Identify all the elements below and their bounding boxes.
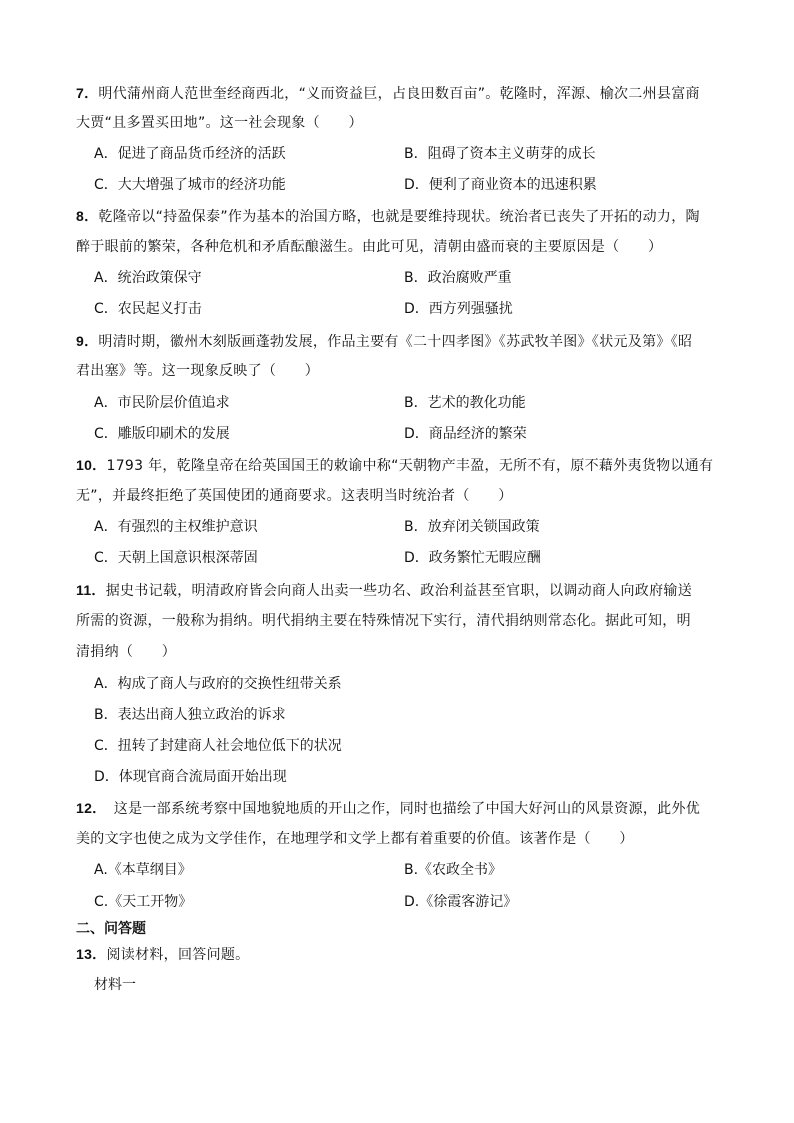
- question-text: 明代蒲州商人范世奎经商西北，“义而资益巨，占良田数百亩”。乾隆时，浑源、榆次二州县富商: [98, 86, 700, 102]
- question-8-option-a[interactable]: A．统治政策保守: [94, 270, 202, 286]
- question-text: 这是一部系统考察中国地貌地质的开山之作，同时也描绘了中国大好河山的风景资源，此外优: [99, 801, 701, 817]
- question-8-line-1: [76, 207, 726, 226]
- question-11-option-c[interactable]: C．扭转了封建商人社会地位低下的状况: [94, 738, 342, 754]
- question-7-line-2: 大贾“且多置买田地”。这一社会现象（ ）: [76, 115, 363, 131]
- question-8-line-2: 醉于眼前的繁荣，各种危机和矛盾酝酿滋生。由此可见，清朝由盛而衰的主要原因是（ ）: [76, 239, 663, 255]
- question-8-option-c[interactable]: C．农民起义打击: [94, 301, 202, 317]
- question-number: 7．: [76, 85, 99, 101]
- question-text: 阅读材料，回答问题。: [106, 947, 250, 963]
- question-13-line-1: [76, 945, 726, 964]
- question-12-option-a[interactable]: A.《本草纲目》: [94, 862, 192, 878]
- question-10-line-2: 无”，并最终拒绝了英国使团的通商要求。这表明当时统治者（ ）: [76, 488, 513, 504]
- question-8-option-d[interactable]: D．西方列强骚扰: [404, 301, 513, 317]
- question-9-option-b[interactable]: B．艺术的教化功能: [404, 395, 526, 411]
- question-text: 明清时期，徽州木刻版画蓬勃发展，作品主要有《二十四孝图》《苏武牧羊图》《状元及第》《昭: [98, 334, 693, 350]
- question-10-option-c[interactable]: C．天朝上国意识根深蒂固: [94, 550, 258, 566]
- question-9-line-2: 君出塞》等。这一现象反映了（ ）: [76, 363, 320, 379]
- question-7-option-a[interactable]: A．促进了商品货币经济的活跃: [94, 146, 286, 162]
- material-label: 材料一: [94, 977, 136, 993]
- question-9-line-1: [76, 332, 726, 351]
- question-11-option-a[interactable]: A．构成了商人与政府的交换性纽带关系: [94, 676, 342, 692]
- question-text: 1793 年，乾隆皇帝在给英国国王的敕谕中称“天朝物产丰盈，无所不有，原不藉外夷货物以通有: [106, 458, 714, 474]
- question-10-option-d[interactable]: D．政务繁忙无暇应酬: [404, 550, 541, 566]
- question-7-option-d[interactable]: D．便利了商业资本的迅速积累: [404, 177, 597, 193]
- question-7-option-b[interactable]: B．阻碍了资本主义萌芽的成长: [404, 146, 596, 162]
- question-10-line-1: [76, 456, 726, 475]
- question-number: 9．: [76, 333, 99, 349]
- question-8-option-b[interactable]: B．政治腐败严重: [404, 270, 512, 286]
- question-11-line-1: [76, 581, 726, 600]
- question-number: 10．: [76, 457, 107, 473]
- question-12-option-c[interactable]: C.《天工开物》: [94, 894, 193, 910]
- question-11-option-d[interactable]: D．体现官商合流局面开始出现: [94, 769, 287, 785]
- section-title: 二、问答题: [76, 921, 146, 937]
- question-7-option-c[interactable]: C．大大增强了城市的经济功能: [94, 177, 286, 193]
- question-12-line-1: [76, 799, 726, 818]
- question-11-line-3: 清捐纳（ ）: [76, 644, 177, 660]
- question-text: 乾隆帝以“持盈保泰”作为基本的治国方略，也就是要维持现状。统治者已丧失了开拓的动力，陶: [98, 209, 700, 225]
- question-number: 13．: [76, 946, 107, 962]
- question-12-option-d[interactable]: D.《徐霞客游记》: [404, 894, 518, 910]
- question-11-line-2: 所需的资源，一般称为捐纳。明代捐纳主要在特殊情况下实行，清代捐纳则常态化。据此可知，明: [76, 613, 691, 629]
- question-12-line-2: 美的文字也使之成为文学佳作，在地理学和文学上都有着重要的价值。该著作是（ ）: [76, 831, 634, 847]
- question-12-option-b[interactable]: B.《农政全书》: [404, 862, 503, 878]
- question-9-option-a[interactable]: A．市民阶层价值追求: [94, 395, 230, 411]
- question-number: 12．: [76, 800, 100, 816]
- question-10-option-a[interactable]: A．有强烈的主权维护意识: [94, 519, 258, 535]
- question-9-option-c[interactable]: C．雕版印刷术的发展: [94, 426, 230, 442]
- question-7-line-1: [76, 84, 726, 103]
- question-text: 据史书记载，明清政府皆会向商人出卖一些功名、政治利益甚至官职，以调动商人向政府输送: [105, 583, 693, 599]
- question-11-option-b[interactable]: B．表达出商人独立政治的诉求: [94, 707, 286, 723]
- question-9-option-d[interactable]: D．商品经济的繁荣: [404, 426, 527, 442]
- question-number: 11．: [76, 582, 106, 598]
- question-number: 8．: [76, 208, 99, 224]
- question-10-option-b[interactable]: B．放弃闭关锁国政策: [404, 519, 540, 535]
